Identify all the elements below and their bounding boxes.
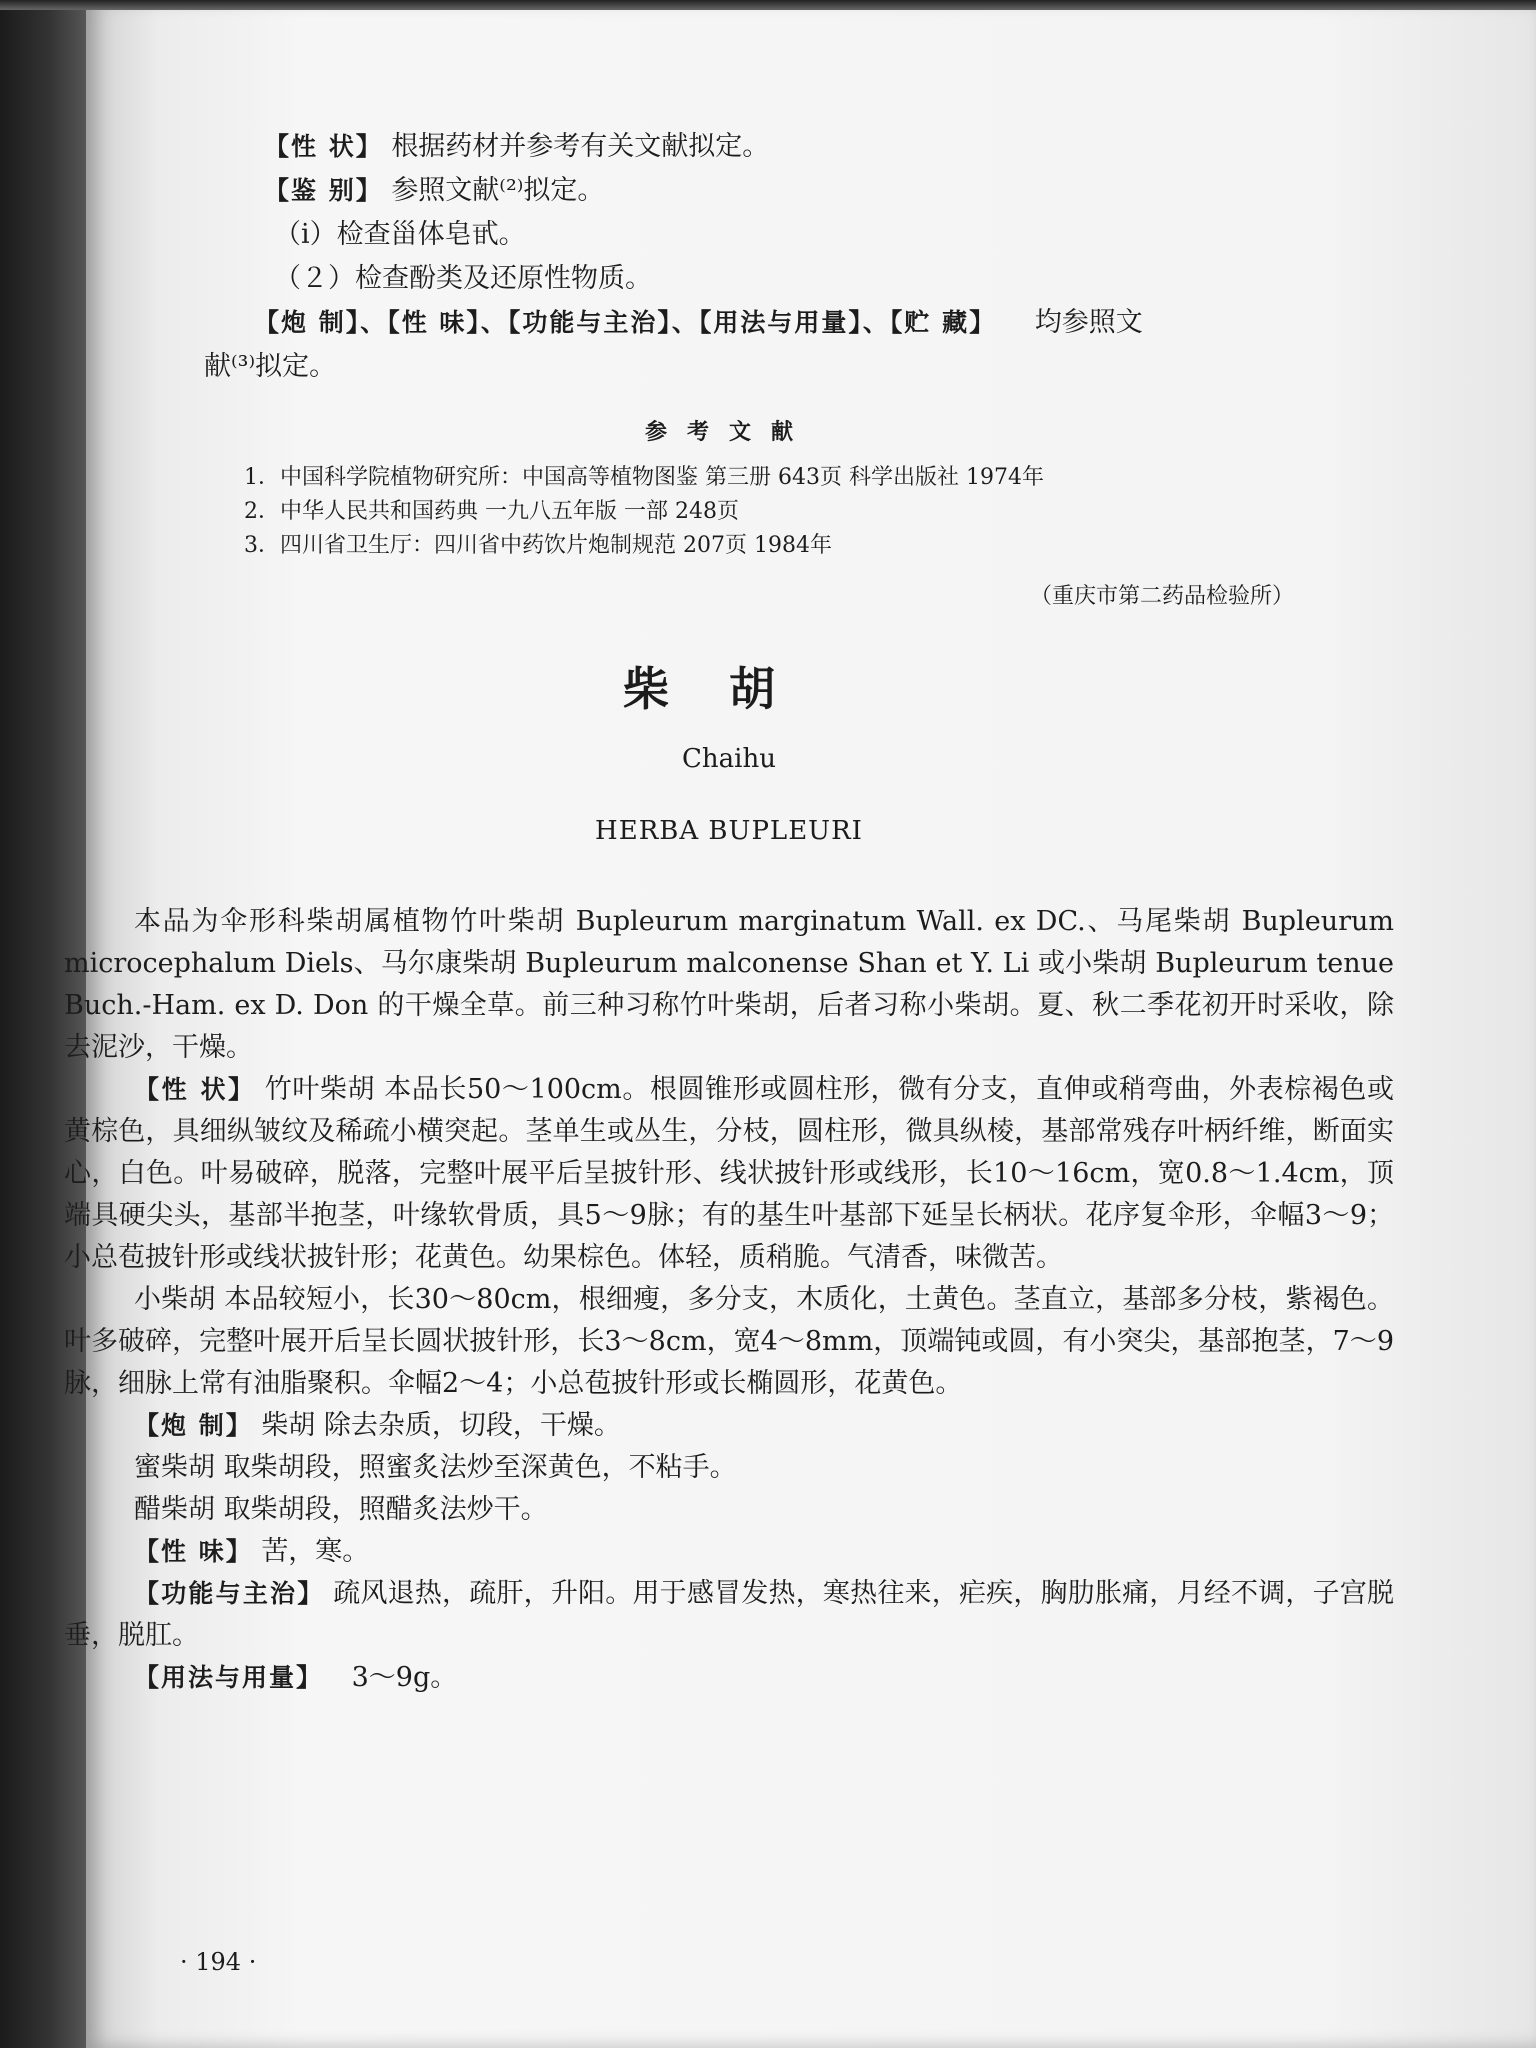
section-text: 均参照文 xyxy=(1034,307,1143,338)
gongneng-paragraph xyxy=(64,1573,1394,1657)
headings-line xyxy=(64,301,1394,345)
xingwei-paragraph xyxy=(64,1531,1394,1573)
section-head: 【鉴 别】 xyxy=(264,176,383,205)
section-head: 【性 状】 xyxy=(264,132,383,161)
section-text: 竹叶柴胡 本品长50～100cm。根圆锥形或圆柱形，微有分支，直伸或稍弯曲，外表棕褐色或黄棕色，具细纵皱纹及稀疏小横突起。茎单生或丛生，分枝，圆柱形，微具纵棱，基部常残存叶柄纤维，断面实心，白色。叶易破碎，脱落，完整叶展平后呈披针形、线状披针形或线形，长10～16cm，宽0.8～1.4cm，顶端具硬尖头，基部半抱茎，叶缘软骨质，具5～9脉；有的基生叶基部下延呈长柄状。花序复伞形，伞幅3～9；小总苞披针形或线状披针形；花黄色。幼果棕色。体轻，质稍脆。气清香，味微苦。 xyxy=(64,1074,1394,1273)
page-number: · 194 · xyxy=(180,1948,257,1976)
xingzhuang-paragraph xyxy=(64,1069,1394,1279)
list-item: （２）检查酚类及还原性物质。 xyxy=(274,263,652,294)
xingzhuang-line-top xyxy=(64,125,1394,169)
entry-body xyxy=(64,901,1394,1699)
jianbie-line xyxy=(64,169,1394,213)
section-text: 根据药材并参考有关文献拟定。 xyxy=(391,131,770,162)
michaihu-paragraph: 蜜柴胡 取柴胡段，照蜜炙法炒至深黄色，不粘手。 xyxy=(134,1452,737,1483)
section-text: 苦，寒。 xyxy=(261,1536,370,1567)
page-content xyxy=(64,125,1394,1699)
section-head: 【功能与主治】 xyxy=(134,1579,325,1608)
yongfa-paragraph xyxy=(64,1657,1394,1699)
intro-paragraph: 本品为伞形科柴胡属植物竹叶柴胡 Bupleurum marginatum Wall. ex DC.、马尾柴胡 Bupleurum microcephalum Diels、马尔康柴胡 Bupleurum malconense Shan et Y. Li 或小柴胡 Bupleurum tenue Buch.-Ham. ex D. Don 的干燥全草。前三种习称竹叶柴胡，后者习称小柴胡。夏、秋二季花初开时采收，除去泥沙，干燥。 xyxy=(64,906,1394,1063)
entry-title: 柴胡 xyxy=(623,662,835,716)
cuchaihu-paragraph: 醋柴胡 取柴胡段，照醋炙法炒干。 xyxy=(134,1494,548,1525)
entry-pinyin: Chaihu xyxy=(682,744,776,774)
xiaochaihu-paragraph: 小柴胡 本品较短小，长30～80cm，根细瘦，多分支，木质化，土黄色。茎直立，基部多分枝，紫褐色。叶多破碎，完整叶展开后呈长圆状披针形，长3～8cm，宽4～8mm，顶端钝或圆，有小突尖，基部抱茎，7～9脉，细脉上常有油脂聚积。伞幅2～4；小总苞披针形或长椭圆形，花黄色。 xyxy=(64,1284,1394,1399)
section-head: 【炮 制】 xyxy=(134,1411,253,1440)
affiliation: （重庆市第二药品检验所） xyxy=(1029,584,1294,609)
section-head: 【用法与用量】 xyxy=(134,1663,324,1692)
section-text: 疏风退热，疏肝，升阳。用于感冒发热，寒热往来，疟疾，胸肋胀痛，月经不调，子宫脱垂，脱肛。 xyxy=(64,1578,1394,1651)
section-text: 参照文献⁽²⁾拟定。 xyxy=(391,175,605,206)
reference-item: 3．四川省卫生厅：四川省中药饮片炮制规范 207页 1984年 xyxy=(244,533,832,558)
section-text: 献⁽³⁾拟定。 xyxy=(204,351,337,382)
section-text: 3～9g。 xyxy=(351,1662,458,1693)
section-head: 【性 味】 xyxy=(134,1537,253,1566)
section-head: 【性 状】 xyxy=(134,1075,256,1104)
entry-latin-name: HERBA BUPLEURI xyxy=(595,816,863,846)
section-text: 柴胡 除去杂质，切段，干燥。 xyxy=(261,1410,621,1441)
reference-item: 1．中国科学院植物研究所：中国高等植物图鉴 第三册 643页 科学出版社 1974年 xyxy=(244,465,1044,490)
reference-item: 2．中华人民共和国药典 一九八五年版 一部 248页 xyxy=(244,499,739,524)
top-edge xyxy=(0,0,1536,10)
paozhi-paragraph xyxy=(64,1405,1394,1447)
references-heading: 参考文献 xyxy=(644,420,813,445)
list-item: （ⅰ）检查甾体皂甙。 xyxy=(274,219,526,250)
section-heads: 【炮 制】、【性 味】、【功能与主治】、【用法与用量】、【贮 藏】 xyxy=(254,308,997,337)
